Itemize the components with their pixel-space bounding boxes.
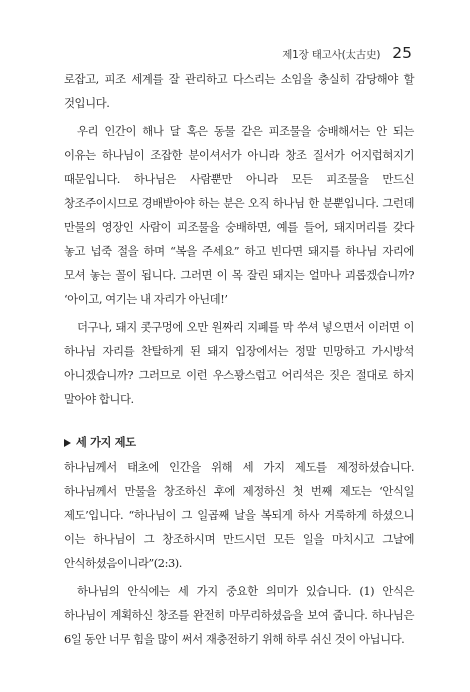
section-heading (64, 431, 414, 455)
triangle-bullet-icon (64, 439, 71, 447)
section-heading-text: 세 가지 제도 (76, 436, 136, 449)
paragraph: 하나님의 안식에는 세 가지 중요한 의미가 있습니다. (1) 안식은 하나님이 계획하신 창조를 완전히 마무리하셨음을 보여 줍니다. 하나님은 6일 동안 너무 힘을 많이 써서 재충전하기 위해 하루 쉬신 것이 아닙니다. (64, 584, 414, 646)
paragraph: 하나님께서 태초에 인간을 위해 세 가지 제도를 제정하셨습니다. 하나님께서 만물을 창조하신 후에 제정하신 첫 번째 제도는 ‘안식일 제도’입니다. “하나님이 그 일곱째 날을 복되게 하사 거룩하게 하셨으니 이는 하나님이 그 창조하시며 만드시던 모든 일을 마치시고 그날에 안식하셨음이니라”(2:3). (64, 460, 414, 570)
running-head: 제1장 태고사(太古史) (282, 49, 381, 61)
paragraph: 우리 인간이 해나 달 혹은 동물 같은 피조물을 숭배해서는 안 되는 이유는 하나님이 조잡한 분이셔서가 아니라 창조 질서가 어지럽혀지기 때문입니다. 하나님은 사람뿐만 아니라 모든 피조물을 만드신 창조주이시므로 경배받아야 하는 분은 오직 하나님 한 분뿐입니다. 그런데 만물의 영장인 사람이 피조물을 숭배하면, 예를 들어, 돼지머리를 갖다 놓고 넙죽 절을 하며 “복을 주세요” 하고 빈다면 돼지를 하나님 자리에 모셔 놓는 꼴이 됩니다. 그러면 이 목 잘린 돼지는 얼마나 괴롭겠습니까? ‘아이고, 여기는 내 자리가 아닌데!’ (64, 124, 414, 306)
body-text (64, 67, 414, 651)
paragraph: 로잡고, 피조 세계를 잘 관리하고 다스리는 소임을 충실히 감당해야 할 것입니다. (64, 72, 414, 110)
paragraph: 더구나, 돼지 콧구멍에 오만 원짜리 지폐를 막 쑤셔 넣으면서 이러면 이 하나님 자리를 찬탈하게 된 돼지 입장에서는 정말 민망하고 가시방석 아니겠습니까? 그러므로 이런 우스꽝스럽고 어리석은 짓은 절대로 하지 말아야 합니다. (64, 320, 414, 406)
page-header (282, 44, 412, 62)
page-number: 25 (392, 44, 412, 62)
